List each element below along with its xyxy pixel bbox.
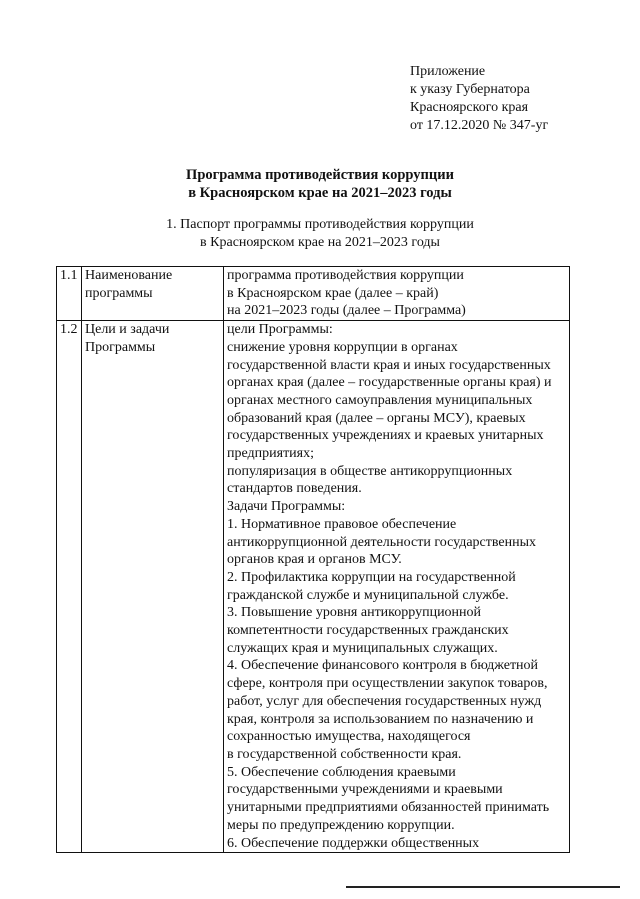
row-content-line: государственными учреждениями и краевыми: [227, 782, 503, 798]
row-name-cell: [82, 321, 224, 853]
row-content-line: гражданской службе и муниципальной службе.: [227, 587, 509, 603]
row-number: 1.2: [57, 321, 82, 853]
row-content-line: 6. Обеспечение поддержки общественных: [227, 835, 480, 851]
row-content-line: 4. Обеспечение финансового контроля в бюджетной: [227, 658, 539, 674]
section-heading-line: 1. Паспорт программы противодействия коррупции: [166, 217, 474, 232]
row-content-line: антикоррупционной деятельности государственных: [227, 534, 537, 550]
annex-line: от 17.12.2020 № 347-уг: [410, 118, 549, 133]
table-row: [57, 321, 570, 853]
document-title: [0, 166, 640, 202]
row-content-line: работ, услуг для обеспечения государственных нужд: [227, 693, 542, 709]
row-name-line: программы: [85, 285, 153, 301]
row-content-line: сохранностью имущества, находящегося: [227, 729, 471, 745]
row-content-line: органов края и органов МСУ.: [227, 552, 402, 568]
row-content-line: государственных учреждениях и краевых унитарных: [227, 428, 544, 444]
annex-line: к указу Губернатора: [410, 82, 530, 97]
row-content-line: края, контроля за использованием по назначению и: [227, 711, 534, 727]
row-content-line: компетентности государственных гражданских: [227, 623, 509, 639]
row-content-cell: [224, 321, 570, 853]
footer-rule: [346, 886, 620, 888]
row-content-line: Задачи Программы:: [227, 499, 346, 515]
row-content-line: 5. Обеспечение соблюдения краевыми: [227, 764, 456, 780]
row-content-line: 1. Нормативное правовое обеспечение: [227, 516, 457, 532]
row-content-line: предприятиях;: [227, 446, 315, 462]
row-name-line: Наименование: [85, 268, 173, 283]
row-content-line: служащих края и муниципальных служащих.: [227, 640, 498, 656]
row-content-line: в Красноярском крае (далее – край): [227, 285, 439, 301]
row-content-line: в государственной собственности края.: [227, 746, 462, 762]
annex-header: [410, 63, 548, 135]
table-row: [57, 267, 570, 321]
row-content-line: цели Программы:: [227, 322, 333, 338]
row-content-line: программа противодействия коррупции: [227, 268, 464, 283]
row-content-line: 3. Повышение уровня антикоррупционной: [227, 605, 482, 621]
annex-line: Красноярского края: [410, 100, 529, 115]
annex-line: Приложение: [410, 64, 486, 79]
passport-table: [56, 266, 570, 853]
section-heading-line: в Красноярском крае на 2021–2023 годы: [200, 235, 440, 250]
row-content-line: органах края (далее – государственные органы края) и: [227, 375, 552, 391]
row-content-line: 2. Профилактика коррупции на государственной: [227, 569, 516, 585]
passport-table-body: [57, 267, 570, 853]
row-content-line: органах местного самоуправления муниципальных: [227, 392, 533, 408]
row-number: 1.1: [57, 267, 82, 321]
row-name-line: Цели и задачи: [85, 322, 170, 338]
row-content-line: сфере, контроля при осуществлении закупок товаров,: [227, 676, 548, 692]
row-content-line: унитарными предприятиями обязанностей принимать: [227, 800, 550, 816]
title-line: Программа противодействия коррупции: [186, 167, 454, 183]
row-name-line: Программы: [85, 339, 156, 355]
row-content-line: стандартов поведения.: [227, 481, 362, 497]
row-content-line: государственной власти края и иных государственных: [227, 357, 551, 373]
row-name-cell: [82, 267, 224, 321]
row-content-line: образований края (далее – органы МСУ), краевых: [227, 410, 526, 426]
row-content-line: меры по предупреждению коррупции.: [227, 817, 455, 833]
row-content-line: снижение уровня коррупции в органах: [227, 339, 458, 355]
title-line: в Красноярском крае на 2021–2023 годы: [188, 185, 452, 201]
row-content-line: на 2021–2023 годы (далее – Программа): [227, 303, 466, 319]
row-content-cell: [224, 267, 570, 321]
row-content-line: популяризация в обществе антикоррупционных: [227, 463, 513, 479]
section-heading: [0, 216, 640, 252]
